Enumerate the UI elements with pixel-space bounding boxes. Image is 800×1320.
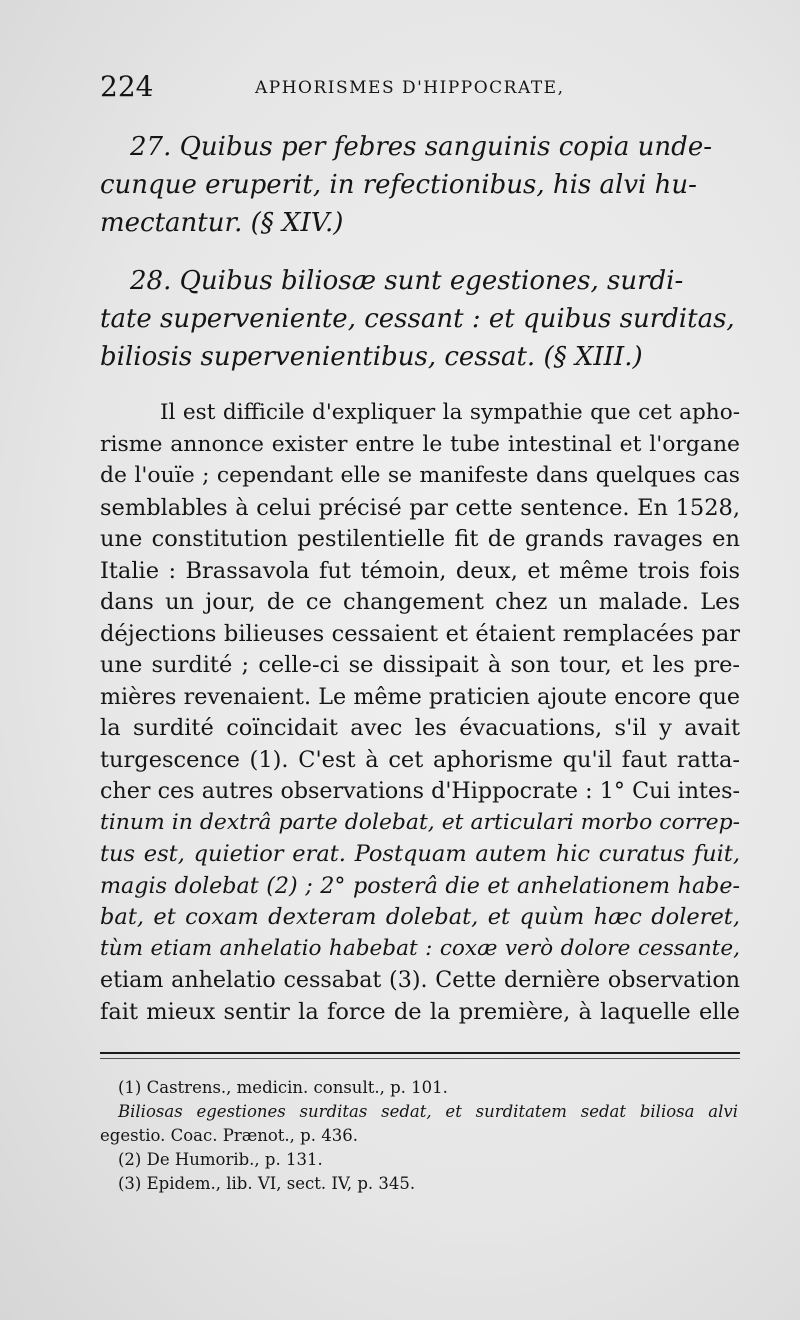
commentary-line: mières revenaient. Le même praticien ajoute encore que — [100, 683, 740, 710]
commentary-line: une constitution pestilentielle fit de grands ravages en — [100, 526, 740, 552]
footnote-2: (2) De Humorib., p. 131. — [118, 1150, 323, 1169]
page-header — [100, 70, 740, 110]
commentary-line: Italie : Brassavola fut témoin, deux, et même trois fois — [100, 557, 740, 584]
footnote-1-quote: Biliosas egestiones surditas sedat, et surditatem sedat biliosa alvi — [118, 1102, 738, 1121]
commentary-line: cher ces autres observations d'Hippocrate : 1° Cui intes- — [100, 778, 740, 804]
commentary-line: magis dolebat (2) ; 2° posterâ die et anhelationem habe- — [100, 872, 740, 899]
aphorism-line: biliosis supervenientibus, cessat. (§ XIII.) — [100, 342, 643, 372]
footnote-1-quote-cont: egestio. Coac. Prænot., p. 436. — [100, 1126, 358, 1145]
commentary-line: dans un jour, de ce changement chez un malade. Les — [100, 589, 740, 615]
aphorism-line: tate superveniente, cessant : et quibus surditas, — [100, 304, 735, 334]
footnote-rule-thin — [100, 1058, 740, 1059]
aphorism-line: 28. Quibus biliosæ sunt egestiones, surdi- — [130, 266, 684, 296]
commentary-line: tinum in dextrâ parte dolebat, et articulari morbo correp- — [100, 809, 740, 835]
commentary-line: bat, et coxam dexteram dolebat, et quùm hæc doleret, — [100, 904, 740, 930]
aphorism-line: cunque eruperit, in refectionibus, his alvi hu- — [100, 170, 697, 200]
footnote-rule — [100, 1052, 740, 1054]
footnote-3: (3) Epidem., lib. VI, sect. IV, p. 345. — [118, 1174, 416, 1193]
page-number: 224 — [100, 70, 154, 103]
commentary-line: semblables à celui précisé par cette sentence. En 1528, — [100, 494, 740, 521]
aphorism-line: 27. Quibus per febres sanguinis copia unde- — [130, 132, 712, 162]
commentary-line: etiam anhelatio cessabat (3). Cette dernière observation — [100, 967, 740, 993]
commentary-line: une surdité ; celle-ci se dissipait à son tour, et les pre- — [100, 652, 740, 678]
commentary-line: Il est difficile d'expliquer la sympathie que cet apho- — [160, 400, 740, 425]
commentary-line: la surdité coïncidait avec les évacuations, s'il y avait — [100, 715, 740, 741]
commentary-line: déjections bilieuses cessaient et étaient remplacées par — [100, 620, 740, 647]
commentary-line: tùm etiam anhelatio habebat : coxæ verò dolore cessante, — [100, 935, 740, 961]
commentary-line: de l'ouïe ; cependant elle se manifeste dans quelques cas — [100, 463, 740, 488]
aphorism-line: mectantur. (§ XIV.) — [100, 208, 344, 238]
footnote-1: (1) Castrens., medicin. consult., p. 101. — [118, 1078, 448, 1097]
commentary-line: risme annonce exister entre le tube intestinal et l'organe — [100, 431, 740, 457]
commentary-line: turgescence (1). C'est à cet aphorisme qu'il faut ratta- — [100, 746, 740, 773]
running-title: APHORISMES D'HIPPOCRATE, — [255, 78, 565, 98]
commentary-line: tus est, quietior erat. Postquam autem hic curatus fuit, — [100, 841, 740, 867]
commentary-line: fait mieux sentir la force de la première, à laquelle elle — [100, 998, 740, 1025]
